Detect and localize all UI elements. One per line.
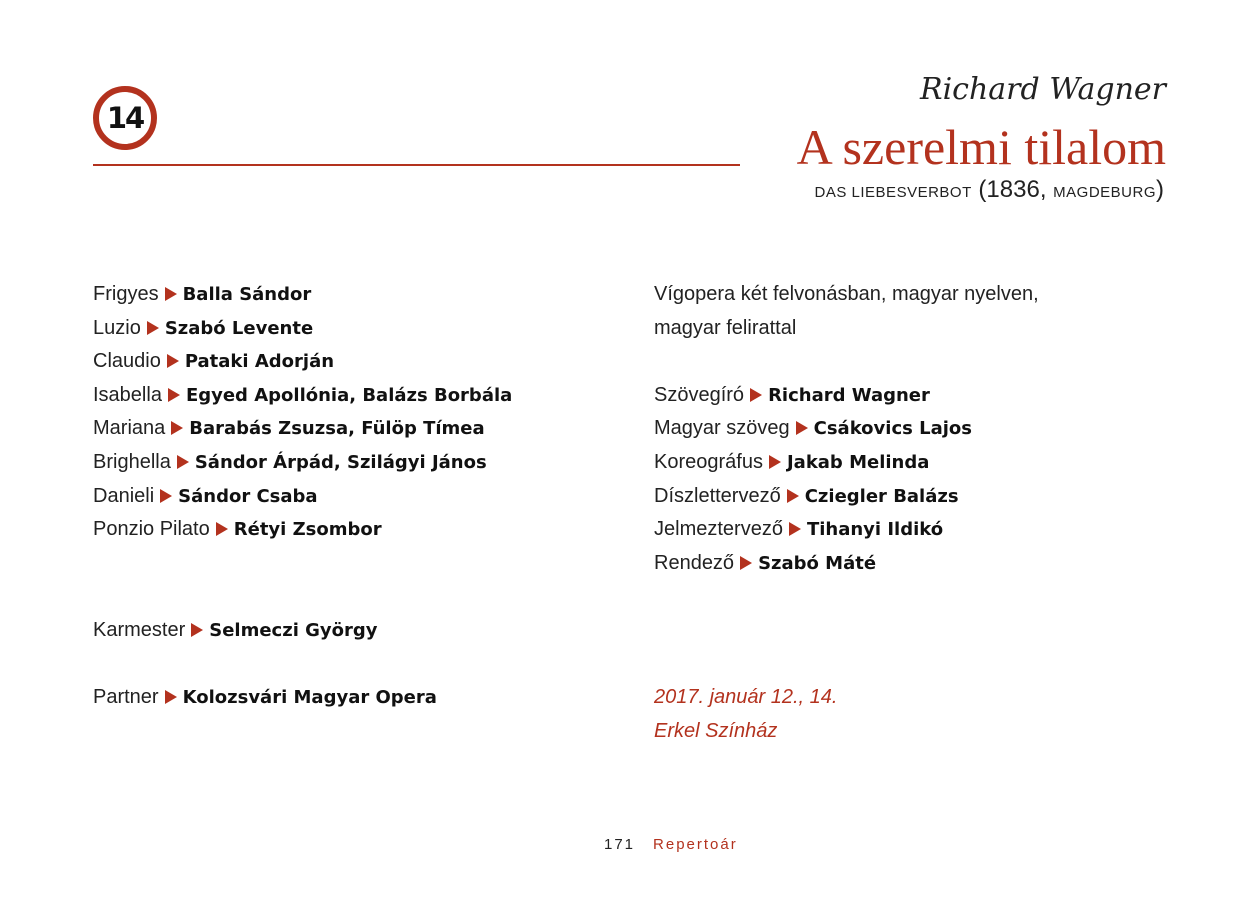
role-label: Mariana xyxy=(93,417,166,440)
number-badge xyxy=(93,86,157,150)
original-title: DAS LIEBESVERBOT xyxy=(814,184,972,201)
role-label: Koreográfus xyxy=(654,450,763,473)
arrow-icon xyxy=(167,354,179,368)
performer-name: Pataki Adorján xyxy=(184,351,335,373)
role-label: Danieli xyxy=(93,484,155,507)
section-name: Repertoár xyxy=(653,836,738,853)
role-label: Luzio xyxy=(93,316,141,339)
creator-row xyxy=(654,412,1039,446)
arrow-icon xyxy=(769,455,781,469)
role-label: Frigyes xyxy=(93,283,159,305)
creator-row xyxy=(654,513,1039,547)
badge-number: 14 xyxy=(106,100,144,135)
role-label: Ponzio Pilato xyxy=(93,518,210,541)
cast-row xyxy=(93,312,512,346)
arrow-icon xyxy=(147,321,159,335)
arrow-icon xyxy=(165,287,177,301)
cast-row xyxy=(93,278,512,312)
performance-dates: 2017. január 12., 14. xyxy=(654,686,838,709)
cast-row xyxy=(93,513,512,547)
role-label: Szövegíró xyxy=(654,383,745,406)
title-rule xyxy=(93,164,740,166)
role-label: Jelmeztervező xyxy=(654,518,783,541)
role-label: Brighella xyxy=(93,450,171,473)
performance-venue: Erkel Színház xyxy=(654,719,778,742)
cast-column xyxy=(93,278,512,715)
arrow-icon xyxy=(750,388,762,402)
cast-row xyxy=(93,480,512,514)
performer-name: Szabó Levente xyxy=(164,317,314,339)
arrow-icon xyxy=(796,421,808,435)
role-label: Díszlettervező xyxy=(654,484,781,507)
creator-name: Richard Wagner xyxy=(768,384,930,406)
arrow-icon xyxy=(191,623,203,637)
performer-name: Rétyi Zsombor xyxy=(233,519,382,541)
role-label: Partner xyxy=(93,686,159,709)
role-label: Karmester xyxy=(93,618,186,641)
performer-name: Egyed Apollónia, Balázs Borbála xyxy=(185,384,513,406)
paren-open: ( xyxy=(978,176,987,203)
conductor-name: Selmeczi György xyxy=(209,619,378,641)
production-column xyxy=(654,278,1039,748)
arrow-icon xyxy=(740,556,752,570)
arrow-icon xyxy=(171,421,183,435)
cast-row xyxy=(93,446,512,480)
partner-row xyxy=(93,681,512,715)
arrow-icon xyxy=(216,522,228,536)
page-title: A szerelmi tilalom xyxy=(796,119,1166,175)
premiere-year: 1836, xyxy=(986,176,1047,203)
creator-row xyxy=(654,480,1039,514)
arrow-icon xyxy=(168,388,180,402)
performer-name: Barabás Zsuzsa, Fülöp Tímea xyxy=(189,418,485,440)
role-label: Magyar szöveg xyxy=(654,417,790,440)
partner-name: Kolozsvári Magyar Opera xyxy=(182,687,437,709)
page-number: 171 xyxy=(604,836,636,853)
creator-row xyxy=(654,379,1039,413)
creator-name: Cziegler Balázs xyxy=(804,485,959,507)
creator-name: Csákovics Lajos xyxy=(813,418,972,440)
arrow-icon xyxy=(789,522,801,536)
creator-name: Tihanyi Ildikó xyxy=(806,519,944,541)
cast-row xyxy=(93,379,512,413)
creator-row xyxy=(654,547,1039,581)
original-title-line xyxy=(815,176,1164,204)
creator-row xyxy=(654,446,1039,480)
arrow-icon xyxy=(787,489,799,503)
role-label: Isabella xyxy=(93,383,162,406)
conductor-row xyxy=(93,614,512,648)
role-label: Rendező xyxy=(654,551,735,574)
performer-name: Balla Sándor xyxy=(182,284,312,305)
composer: Richard Wagner xyxy=(919,72,1166,107)
cast-row xyxy=(93,412,512,446)
arrow-icon xyxy=(165,690,177,704)
description-line: Vígopera két felvonásban, magyar nyelven, xyxy=(654,283,1039,305)
arrow-icon xyxy=(177,455,189,469)
creator-name: Szabó Máté xyxy=(758,552,877,574)
creator-name: Jakab Melinda xyxy=(786,451,930,473)
role-label: Claudio xyxy=(93,350,161,373)
page-footer xyxy=(604,836,738,853)
performer-name: Sándor Árpád, Szilágyi János xyxy=(194,451,487,473)
premiere-city: MAGDEBURG xyxy=(1053,184,1156,201)
performer-name: Sándor Csaba xyxy=(178,485,318,507)
description-line: magyar felirattal xyxy=(654,316,797,339)
cast-row xyxy=(93,345,512,379)
arrow-icon xyxy=(160,489,172,503)
paren-close: ) xyxy=(1156,176,1164,203)
